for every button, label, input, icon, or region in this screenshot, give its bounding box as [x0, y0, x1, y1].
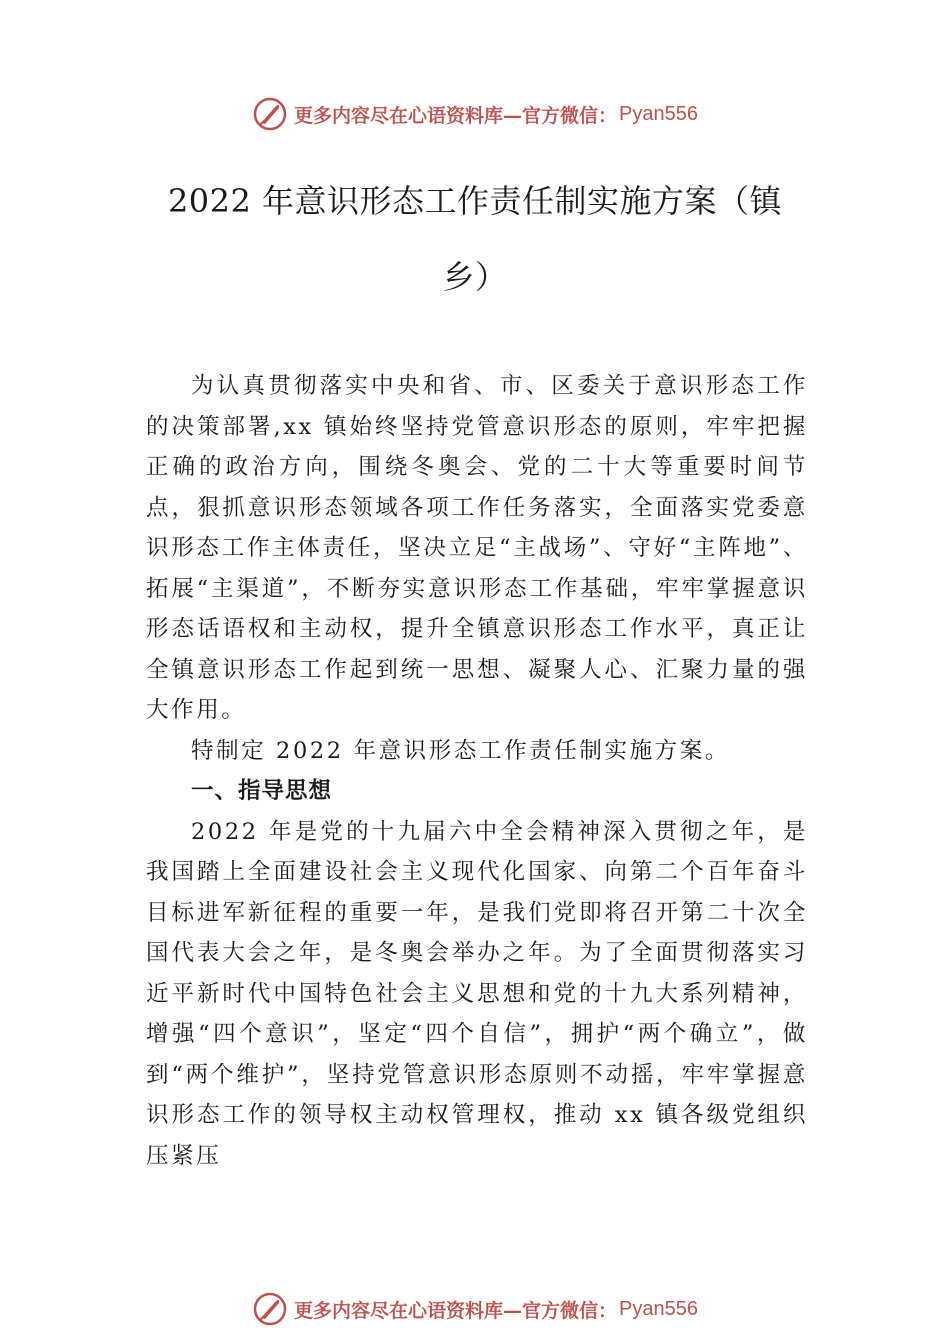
- document-body: [146, 366, 808, 1176]
- banner-wechat-id: Pyan556: [619, 102, 698, 125]
- red-quill-logo-icon: [252, 96, 288, 132]
- document-title: 2022 年意识形态工作责任制实施方案（镇乡）: [167, 182, 783, 296]
- intro-paragraph: 为认真贯彻落实中央和省、市、区委关于意识形态工作的决策部署,xx 镇始终坚持党管意识形态的原则，牢牢把握正确的政治方向，围绕冬奥会、党的二十大等重要时间节点，狠抓意识形态领域各项工作任务落实，全面落实党委意识形态工作主体责任，坚决立足“主战场”、守好“主阵地”、拓展“主渠道”，不断夯实意识形态工作基础，牢牢掌握意识形态话语权和主动权，提升全镇意识形态工作水平，真正让全镇意识形态工作起到统一思想、凝聚人心、汇聚力量的强大作用。: [146, 373, 808, 723]
- red-quill-logo-icon: [252, 1291, 288, 1327]
- watermark-banner-top: [0, 94, 950, 134]
- section-paragraph: 2022 年是党的十九届六中全会精神深入贯彻之年，是我国踏上全面建设社会主义现代化国家、向第二个百年奋斗目标进军新征程的重要一年，是我们党即将召开第二十次全国代表大会之年，是冬奥会举办之年。为了全面贯彻落实习近平新时代中国特色社会主义思想和党的十九大系列精神，增强“四个意识”，坚定“四个自信”，拥护“两个确立”，做到“两个维护”，坚持党管意识形态原则不动摇，牢牢掌握意识形态工作的领导权主动权管理权，推动 xx 镇各级党组织压紧压: [146, 818, 808, 1169]
- banner-text: 更多内容尽在心语资料库—官方微信：: [294, 104, 618, 127]
- watermark-banner-bottom: [0, 1289, 950, 1329]
- intro-conclusion: 特制定 2022 年意识形态工作责任制实施方案。: [191, 737, 730, 764]
- section-heading-guiding-ideology: 一、指导思想: [191, 778, 333, 804]
- banner-wechat-id: Pyan556: [619, 1297, 698, 1320]
- banner-text: 更多内容尽在心语资料库—官方微信：: [294, 1299, 618, 1322]
